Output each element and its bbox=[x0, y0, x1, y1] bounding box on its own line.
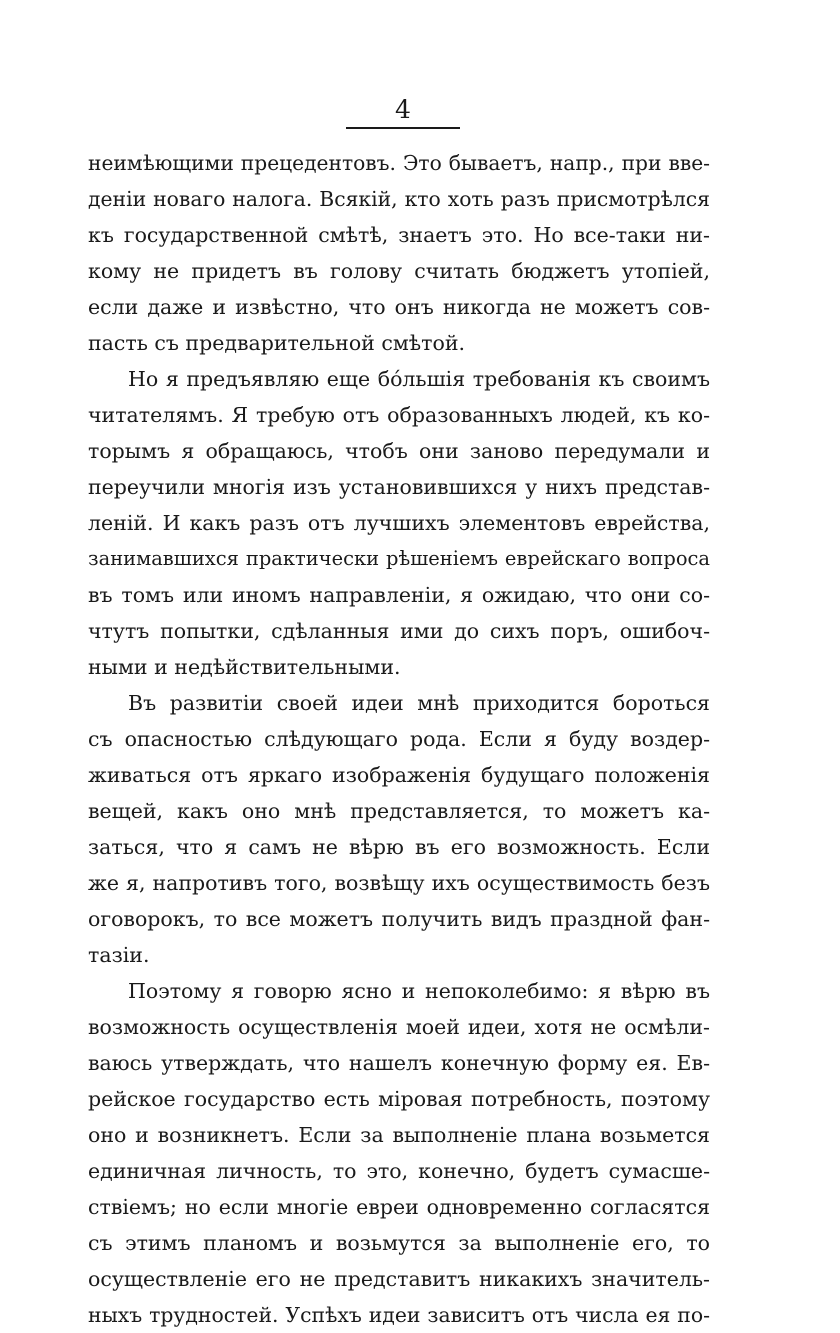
text-line: занимавшихся практически рѣшеніемъ еврейскаго вопроса bbox=[88, 547, 710, 570]
text-line: къ государственной смѣтѣ, знаетъ это. Но все-таки ни- bbox=[88, 223, 710, 247]
text-line: если даже и извѣстно, что онъ никогда не можетъ сов- bbox=[88, 295, 710, 319]
text-line: возможность осуществленія моей идеи, хотя не осмѣли- bbox=[88, 1015, 710, 1039]
text-line: пасть съ предварительной смѣтой. bbox=[88, 331, 466, 355]
text-line: съ этимъ планомъ и возьмутся за выполненіе его, то bbox=[88, 1231, 710, 1255]
text-line: деніи новаго налога. Всякій, кто хоть разъ присмотрѣлся bbox=[88, 187, 710, 211]
text-line: ствіемъ; но если многіе евреи одновременно согласятся bbox=[88, 1195, 710, 1219]
text-line: живаться отъ яркаго изображенія будущаго положенія bbox=[88, 763, 710, 787]
text-line: Но я предъявляю еще бо́льшія требованія къ своимъ bbox=[128, 367, 710, 391]
text-line: Поэтому я говорю ясно и непоколебимо: я вѣрю въ bbox=[128, 979, 710, 1003]
text-line: леній. И какъ разъ отъ лучшихъ элементовъ еврейства, bbox=[88, 511, 710, 535]
text-line: съ опасностью слѣдующаго рода. Если я буду воздер- bbox=[88, 727, 710, 751]
text-line: кому не придетъ въ голову считать бюджетъ утопіей, bbox=[88, 259, 710, 283]
text-line: Въ развитіи своей идеи мнѣ приходится бороться bbox=[128, 691, 710, 715]
text-line: ваюсь утверждать, что нашелъ конечную форму ея. Ев- bbox=[88, 1051, 710, 1075]
text-line: ными и недѣйствительными. bbox=[88, 655, 401, 679]
text-line: въ томъ или иномъ направленіи, я ожидаю, что они со- bbox=[88, 583, 710, 607]
text-line: же я, напротивъ того, возвѣщу ихъ осуществимость безъ bbox=[88, 871, 710, 895]
text-line: чтутъ попытки, сдѣланныя ими до сихъ поръ, ошибоч- bbox=[88, 619, 710, 643]
text-line: единичная личность, то это, конечно, будетъ сумасше- bbox=[88, 1159, 710, 1183]
text-line: вещей, какъ оно мнѣ представляется, то можетъ ка- bbox=[88, 799, 710, 823]
text-line: оно и возникнетъ. Если за выполненіе плана возьмется bbox=[88, 1123, 710, 1147]
text-line: заться, что я самъ не вѣрю въ его возможность. Если bbox=[88, 835, 710, 859]
page-number-rule bbox=[346, 127, 460, 129]
text-line: оговорокъ, то все можетъ получить видъ праздной фан- bbox=[88, 907, 710, 931]
text-line: тазіи. bbox=[88, 943, 150, 967]
text-line: торымъ я обращаюсь, чтобъ они заново передумали и bbox=[88, 439, 710, 463]
page-number: 4 bbox=[395, 95, 411, 124]
text-line: ныхъ трудностей. Успѣхъ идеи зависитъ отъ числа ея по- bbox=[88, 1303, 710, 1327]
text-line: читателямъ. Я требую отъ образованныхъ людей, къ ко- bbox=[88, 403, 710, 427]
body-text bbox=[88, 145, 710, 1333]
text-line: неимѣющими прецедентовъ. Это бываетъ, напр., при вве- bbox=[88, 151, 710, 175]
text-line: переучили многія изъ установившихся у нихъ представ- bbox=[88, 475, 710, 499]
text-line: рейское государство есть міровая потребность, поэтому bbox=[88, 1087, 710, 1111]
text-line: осуществленіе его не представитъ никакихъ значитель- bbox=[88, 1267, 710, 1291]
